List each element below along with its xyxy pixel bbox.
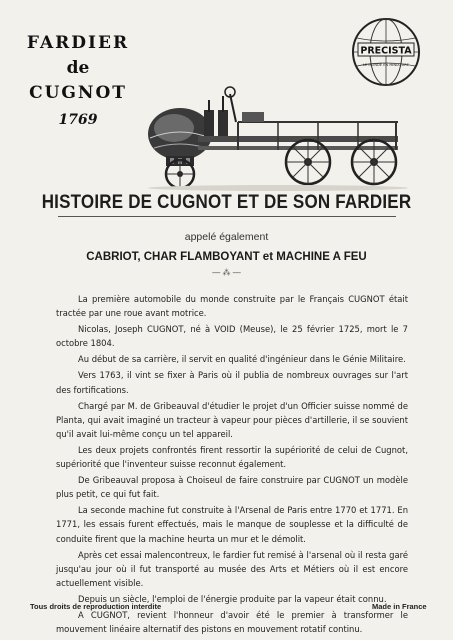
steam-carriage-icon [138,82,410,192]
history-text [56,292,408,638]
subtitle: appelé également [184,231,269,243]
ornament-divider: — ⁂ — [212,268,241,277]
paragraph: Depuis un siècle, l'emploi de l'énergie produite par la vapeur était connu. [78,593,387,604]
paragraph: Chargé par M. de Gribeauval d'étudier le projet d'un Officier suisse nommé de Planta, qui avait imaginé un tracteur à vapeur pour pièces d'artillerie, il se souvient qu'il avait lui-même conçu un tel appareil. [56,400,408,439]
paragraph: Au début de sa carrière, il servit en qualité d'ingénieur dans le Génie Militaire. [78,354,406,365]
title-line-cugnot: CUGNOT [29,83,127,103]
origin-notice: Made in France [372,602,427,611]
paragraph: La seconde machine fut construite à l'Arsenal de Paris entre 1770 et 1771. En 1771, les essais furent effectués, mais le manque de souplesse et la difficulté de conduite firent que la machine heurta un mur et le démolit. [56,505,408,544]
paragraph: Nicolas, Joseph CUGNOT, né à VOID (Meuse), le 25 février 1725, mort le 7 octobre 1804. [56,324,408,349]
paragraph: La première automobile du monde construite par le Français CUGNOT était tractée par une roue avant motrice. [56,294,408,319]
title-line-fardier: FARDIER [26,33,130,53]
title-line-de: de [66,58,90,78]
title-year: 1769 [58,112,98,128]
globe-icon [350,16,422,88]
paragraph: Les deux projets confrontés firent ressortir la supériorité de celui de Cugnot, supériorité que l'inventeur suisse reconnut également. [56,444,408,470]
title-divider [58,216,396,217]
page-title: HISTOIRE DE CUGNOT ET DE SON FARDIER [41,190,412,213]
copyright-notice: Tous droits de reproduction interdite [30,602,162,611]
alternate-names: CABRIOT, CHAR FLAMBOYANT et MACHINE A FEU [86,251,367,263]
paragraph: Après cet essai malencontreux, le fardier fut remisé à l'arsenal où il resta garé jusqu'au jour où il fut transporté au musée des Arts et Métiers où il est encore actuellement visible. [56,549,408,588]
logo-tagline: LE MONDE EN MINIATURE [363,63,409,67]
title-block [18,32,138,130]
paragraph: Vers 1763, il vint se fixer à Paris où il publia de nombreux ouvrages sur l'art des fortifications. [56,370,408,395]
logo-brand: PRECISTA [360,45,412,57]
paragraph: A CUGNOT, revient l'honneur d'avoir été le premier à transformer le mouvement linéaire alternatif des pistons en mouvement rotatif continu. [56,609,408,635]
paragraph: De Gribeauval proposa à Choiseul de faire construire par CUGNOT un modèle plus petit, ce qui fut fait. [56,475,408,500]
